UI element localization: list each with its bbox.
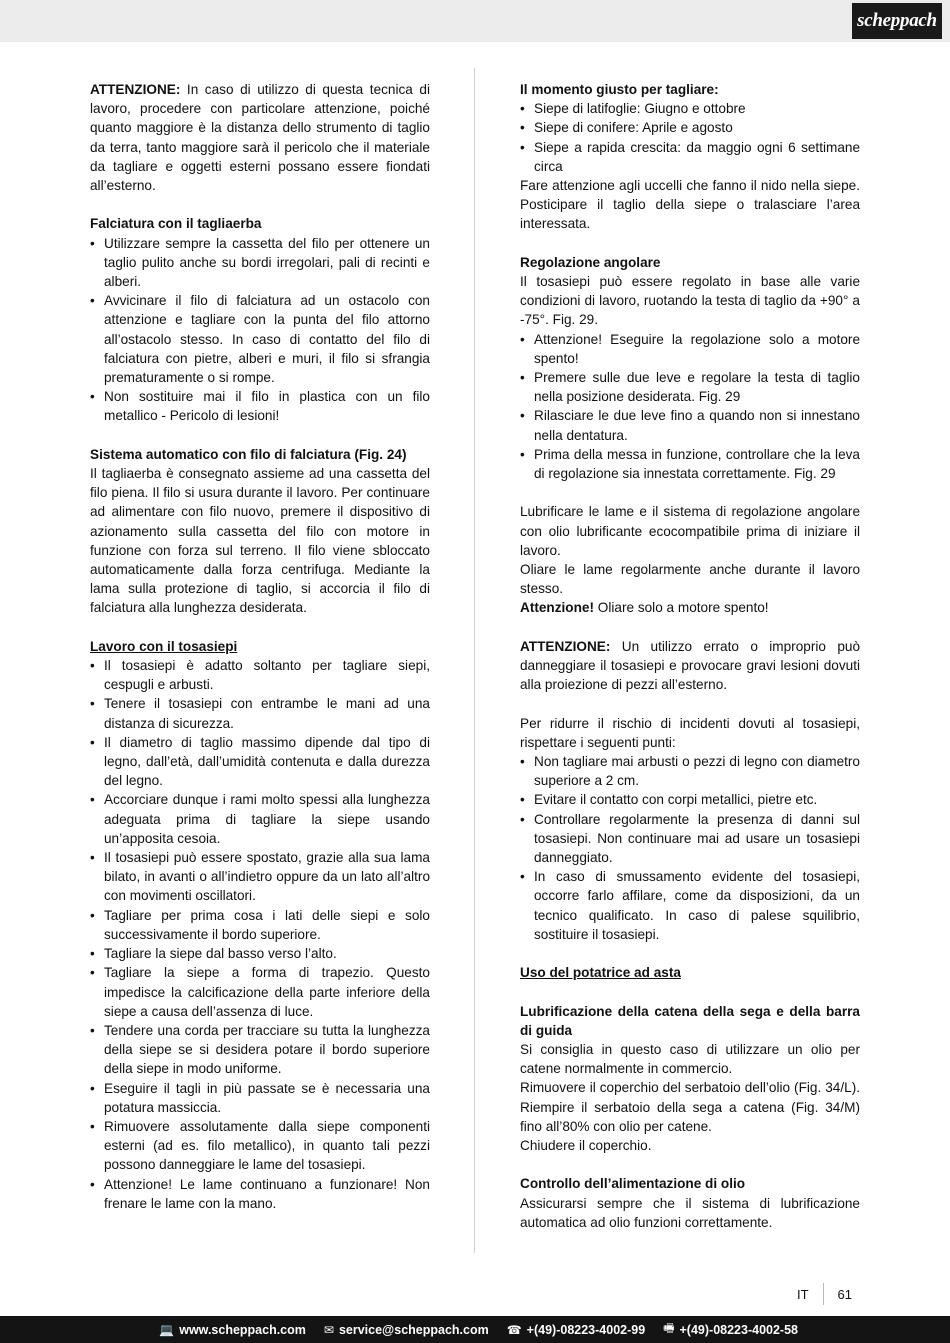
list-item: • Siepe di conifere: Aprile e agosto — [520, 118, 860, 137]
phone-contact[interactable] — [507, 1323, 645, 1337]
falciatura-heading: Falciatura con il tagliaerba — [90, 216, 262, 232]
momento-paragraph: Fare attenzione agli uccelli che fanno il nido nella siepe. Posticipare il taglio della siepe o tralasciare l’area interessata. — [520, 178, 860, 232]
contact-bar — [0, 1316, 950, 1343]
list-item: • Tendere una corda per tracciare su tutta la lunghezza della siepe se si desidera potare il bordo superiore della siepe in modo uniforme. — [90, 1021, 430, 1079]
list-item: • Tenere il tosasiepi con entrambe le mani ad una distanza di sicurezza. — [90, 694, 430, 732]
list-item: • Evitare il contatto con corpi metallici, pietre etc. — [520, 790, 860, 809]
lubrificazione-paragraph-3: Chiudere il coperchio. — [520, 1138, 652, 1154]
list-item: • Il tosasiepi può essere spostato, grazie alla sua lama bilato, in avanti o all’indietro oppure da un lato all’altro con movimenti oscillatori. — [90, 848, 430, 906]
tosasiepi-heading: Lavoro con il tosasiepi — [90, 638, 238, 654]
website-text: www.scheppach.com — [179, 1322, 306, 1337]
fax-text: +(49)-08223-4002-58 — [679, 1322, 798, 1337]
envelope-icon: ✉ — [323, 1322, 334, 1337]
telephone-icon: ☎ — [506, 1322, 522, 1337]
regolazione-heading: Regolazione angolare — [520, 254, 661, 270]
list-item: • Tagliare per prima cosa i lati delle siepi e solo successivamente il bordo superiore. — [90, 906, 430, 944]
page-number: 61 — [837, 1286, 852, 1302]
fax-contact — [663, 1319, 798, 1340]
oliare-attention-text: Oliare solo a motore spento! — [594, 600, 769, 616]
potatrice-heading: Uso del potatrice ad asta — [520, 965, 681, 981]
list-item: • In caso di smussamento evidente del tosasiepi, occorre farlo affilare, come da disposizioni, da un tecnico qualificato. In caso di palese squilibrio, sostituire il tosasiepi. — [520, 867, 860, 944]
regolazione-paragraph: Il tosasiepi può essere regolato in base alle varie condizioni di lavoro, ruotando la testa di taglio da +90° a -75°. Fig. 29. — [520, 274, 860, 328]
list-item: • Eseguire il tagli in più passate se è necessaria una potatura massiccia. — [90, 1079, 430, 1117]
column-divider — [474, 68, 475, 1253]
sistema-paragraph: Il tagliaerba è consegnato assieme ad una cassetta del filo piena. Il filo si usura durante il lavoro. Per continuare ad alimentare con filo nuovo, premere il dispositivo di azionamento sulla cassetta del filo con motore in funzione con forza sul terreno. Il filo viene sbloccato automaticamente dalla forza centrifuga. Mediante la lama sulla protezione di taglio, si accorcia il filo di falciatura alla lunghezza desiderata. — [90, 466, 430, 616]
right-column — [520, 80, 860, 1232]
oliare-attention — [520, 598, 860, 617]
footer-divider — [823, 1283, 824, 1305]
rischio-paragraph: Per ridurre il rischio di incidenti dovuti al tosasiepi, rispettare i seguenti punti: — [520, 715, 860, 750]
list-item: • Accorciare dunque i rami molto spessi alla lunghezza adeguata prima di tagliare la siepe usando un’apposita cesoia. — [90, 790, 430, 848]
list-item: • Tagliare la siepe a forma di trapezio. Questo impedisce la calcificazione della parte inferiore della siepe a causa dell’assenza di luce. — [90, 963, 430, 1021]
momento-heading: Il momento giusto per tagliare: — [520, 82, 719, 97]
email-contact[interactable] — [324, 1323, 489, 1337]
left-column — [90, 80, 430, 1213]
controllo-paragraph: Assicurarsi sempre che il sistema di lubrificazione automatica ad olio funzioni correttamente. — [520, 1195, 860, 1230]
list-item: • Prima della messa in funzione, controllare che la leva di regolazione sia innestata correttamente. Fig. 29 — [520, 445, 860, 483]
lubrificazione-heading: Lubrificazione della catena della sega e della barra di guida — [520, 1003, 860, 1038]
controllo-heading: Controllo dell’alimentazione di olio — [520, 1176, 746, 1192]
website-contact[interactable] — [159, 1323, 306, 1337]
list-item: • Attenzione! Le lame continuano a funzionare! Non frenare le lame con la mano. — [90, 1175, 430, 1213]
page-footer — [797, 1283, 852, 1305]
list-item: • Non tagliare mai arbusti o pezzi di legno con diametro superiore a 2 cm. — [520, 752, 860, 790]
oliare-paragraph: Oliare le lame regolarmente anche durante il lavoro stesso. — [520, 562, 860, 597]
computer-icon: 💻 — [159, 1322, 175, 1337]
list-item: • Attenzione! Eseguire la regolazione solo a motore spento! — [520, 330, 860, 368]
list-item: • Il tosasiepi è adatto soltanto per tagliare siepi, cespugli e arbusti. — [90, 656, 430, 694]
tosasiepi-list — [90, 656, 430, 1213]
fax-icon: 🖷 — [663, 1321, 675, 1335]
list-item: • Controllare regolarmente la presenza di danni sul tosasiepi. Non continuare mai ad usare un tosasiepi danneggiato. — [520, 810, 860, 868]
lubrificazione-paragraph-1: Si consiglia in questo caso di utilizzare un olio per catene normalmente in commercio. — [520, 1042, 860, 1077]
momento-list — [520, 99, 860, 176]
list-item: • Rilasciare le due leve fino a quando non si innestano nella dentatura. — [520, 406, 860, 444]
lubrificare-paragraph: Lubrificare le lame e il sistema di regolazione angolare con olio lubrificante ecocompatibile prima di iniziare il lavoro. — [520, 504, 860, 558]
attention2-paragraph — [520, 637, 860, 695]
list-item: • Rimuovere assolutamente dalla siepe componenti esterni (ad es. filo metallico), in quanto tali pezzi possono danneggiare le lame del tosasiepi. — [90, 1117, 430, 1175]
list-item: • Il diametro di taglio massimo dipende dal tipo di legno, dall’età, dall’umidità contenuta e dalla durezza del legno. — [90, 733, 430, 791]
sistema-heading: Sistema automatico con filo di falciatura (Fig. 24) — [90, 446, 407, 462]
attention-text: In caso di utilizzo di questa tecnica di lavoro, procedere con particolare attenzione, poiché quanto maggiore è la distanza dello strumento di taglio da terra, tanto maggiore sarà il pericolo che il materiale da tagliare e oggetti esterni possano essere fiondati all’esterno. — [90, 82, 430, 194]
attention-label: ATTENZIONE: — [90, 82, 181, 97]
list-item: • Non sostituire mai il filo in plastica con un filo metallico - Pericolo di lesioni! — [90, 387, 430, 425]
phone-text: +(49)-08223-4002-99 — [526, 1322, 646, 1337]
falciatura-list — [90, 234, 430, 426]
list-item: • Siepe di latifoglie: Giugno e ottobre — [520, 99, 860, 118]
lubrificazione-paragraph-2: Rimuovere il coperchio del serbatoio dell’olio (Fig. 34/L). Riempire il serbatoio della sega a catena (Fig. 34/M) fino all’80% con olio per catene. — [520, 1080, 860, 1134]
attention-paragraph — [90, 80, 430, 195]
rischio-list — [520, 752, 860, 944]
list-item: • Siepe a rapida crescita: da maggio ogni 6 settimane circa — [520, 138, 860, 176]
attention2-text: Un utilizzo errato o improprio può danneggiare il tosasiepi e provocare gravi lesioni dovuti alla proiezione di pezzi all’esterno. — [520, 638, 860, 693]
attention2-label: ATTENZIONE: — [520, 638, 611, 654]
list-item: • Avvicinare il filo di falciatura ad un ostacolo con attenzione e tagliare con la punta del filo attorno all’ostacolo stesso. In caso di contatto del filo di falciatura con pietre, alberi e muri, il filo si sfrangia prematuramente o si rompe. — [90, 291, 430, 387]
list-item: • Utilizzare sempre la cassetta del filo per ottenere un taglio pulito anche su bordi irregolari, pali di recinti e alberi. — [90, 234, 430, 292]
language-code: IT — [796, 1286, 809, 1302]
list-item: • Tagliare la siepe dal basso verso l’alto. — [90, 944, 430, 963]
list-item: • Premere sulle due leve e regolare la testa di taglio nella posizione desiderata. Fig. 29 — [520, 368, 860, 406]
oliare-attention-label: Attenzione! — [520, 600, 595, 616]
email-text: service@scheppach.com — [338, 1322, 489, 1337]
regolazione-list — [520, 330, 860, 484]
header-bar — [0, 0, 950, 42]
scheppach-logo: scheppach — [852, 3, 942, 39]
